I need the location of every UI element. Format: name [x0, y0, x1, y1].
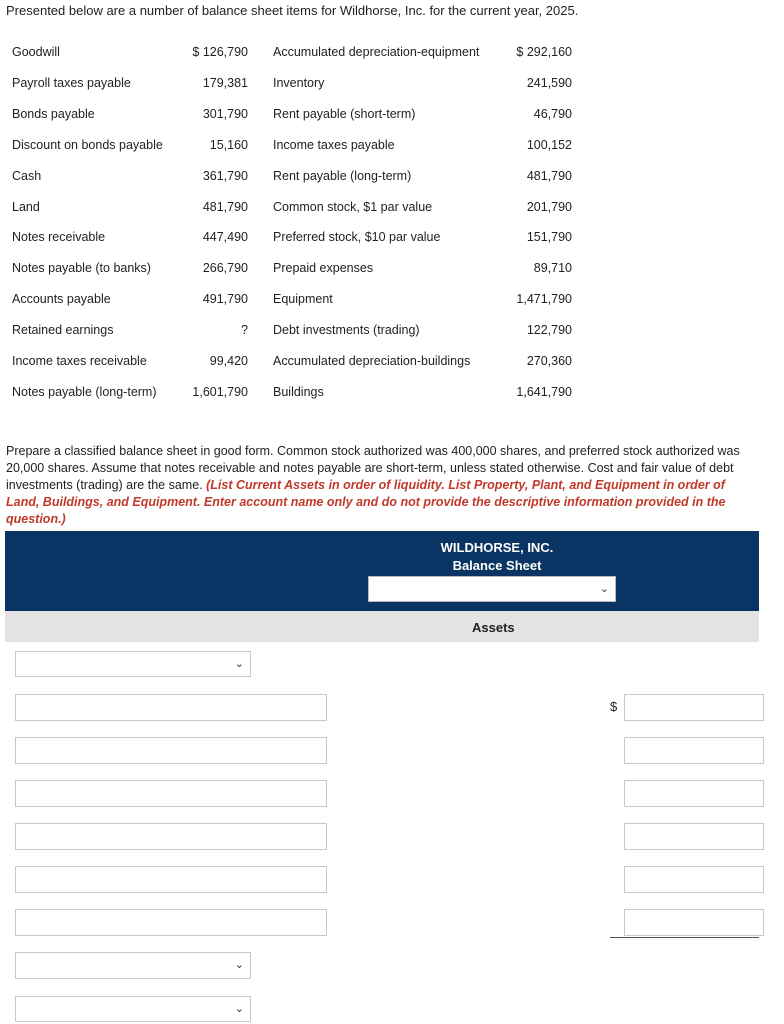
- item-name: Accumulated depreciation-buildings: [273, 354, 471, 368]
- item-amount: 481,790: [526, 169, 572, 183]
- item-name: Land: [12, 200, 40, 214]
- account-name-input[interactable]: [15, 737, 327, 764]
- amount-input[interactable]: [624, 780, 764, 807]
- item-amount: 1,641,790: [516, 385, 572, 399]
- company-name: WILDHORSE, INC.: [440, 540, 554, 555]
- item-amount: $ 126,790: [192, 45, 248, 59]
- currency-symbol: $: [610, 699, 618, 714]
- item-amount: 151,790: [526, 230, 572, 244]
- item-name: Notes payable (long-term): [12, 385, 157, 399]
- item-name: Common stock, $1 par value: [273, 200, 433, 214]
- item-name: Cash: [12, 169, 42, 183]
- item-amount: 301,790: [202, 107, 248, 121]
- item-name: Debt investments (trading): [273, 323, 420, 337]
- item-amount: ?: [241, 323, 248, 337]
- instructions-note: (List Current Assets in order of liquidity. List Property, Plant, and Equipment in order of Land, Buildings, and Equipment. Enter account name only and do not provide the descriptive information provided in the question.): [6, 478, 726, 526]
- account-name-input[interactable]: [15, 909, 327, 936]
- item-name: Income taxes receivable: [12, 354, 147, 368]
- instructions: [6, 443, 746, 528]
- item-name: Bonds payable: [12, 107, 95, 121]
- section-select[interactable]: [15, 952, 251, 979]
- total-underline: [610, 937, 759, 938]
- amount-input[interactable]: [624, 909, 764, 936]
- item-name: Goodwill: [12, 45, 60, 59]
- item-name: Income taxes payable: [273, 138, 395, 152]
- item-amount: 179,381: [202, 76, 248, 90]
- chevron-down-icon: ⌄: [234, 1002, 244, 1015]
- account-name-input[interactable]: [15, 780, 327, 807]
- instructions-text: Prepare a classified balance sheet in good form. Common stock authorized was 400,000 shares, and preferred stock authorized was 20,000 shares. Assume that notes receivable and notes payable are short-term, unless stated otherwise. Cost and fair value of debt investments (trading) are the same.: [6, 444, 740, 492]
- assets-section-header: [5, 611, 759, 642]
- item-amount: 1,471,790: [516, 292, 572, 306]
- section-select[interactable]: [15, 996, 251, 1022]
- item-name: Buildings: [273, 385, 324, 399]
- account-name-input[interactable]: [15, 866, 327, 893]
- item-amount: 122,790: [526, 323, 572, 337]
- date-select[interactable]: [368, 576, 616, 602]
- item-amount: $ 292,160: [516, 45, 572, 59]
- item-name: Preferred stock, $10 par value: [273, 230, 441, 244]
- account-name-input[interactable]: [15, 694, 327, 721]
- item-name: Retained earnings: [12, 323, 114, 337]
- item-amount: 361,790: [202, 169, 248, 183]
- amount-input[interactable]: [624, 823, 764, 850]
- intro-text: Presented below are a number of balance sheet items for Wildhorse, Inc. for the current year, 2025.: [6, 3, 579, 18]
- item-amount: 89,710: [533, 261, 572, 275]
- item-name: Accounts payable: [12, 292, 111, 306]
- chevron-down-icon: ⌄: [234, 657, 244, 670]
- item-amount: 100,152: [526, 138, 572, 152]
- assets-label: Assets: [472, 620, 515, 635]
- chevron-down-icon: ⌄: [234, 958, 244, 971]
- amount-input[interactable]: [624, 694, 764, 721]
- item-amount: 99,420: [209, 354, 248, 368]
- account-name-input[interactable]: [15, 823, 327, 850]
- balance-items-list: [0, 0, 784, 410]
- item-amount: 15,160: [209, 138, 248, 152]
- item-name: Equipment: [273, 292, 333, 306]
- item-amount: 491,790: [202, 292, 248, 306]
- amount-input[interactable]: [624, 737, 764, 764]
- amount-input[interactable]: [624, 866, 764, 893]
- item-name: Inventory: [273, 76, 325, 90]
- item-name: Notes receivable: [12, 230, 106, 244]
- item-name: Rent payable (long-term): [273, 169, 412, 183]
- item-name: Accumulated depreciation-equipment: [273, 45, 480, 59]
- item-amount: 447,490: [202, 230, 248, 244]
- item-name: Notes payable (to banks): [12, 261, 151, 275]
- section-select[interactable]: [15, 651, 251, 677]
- balance-sheet-header: [5, 531, 759, 611]
- item-name: Prepaid expenses: [273, 261, 374, 275]
- item-amount: 241,590: [526, 76, 572, 90]
- item-amount: 46,790: [533, 107, 572, 121]
- chevron-down-icon: ⌄: [599, 582, 609, 595]
- item-name: Payroll taxes payable: [12, 76, 131, 90]
- item-name: Rent payable (short-term): [273, 107, 416, 121]
- item-amount: 270,360: [526, 354, 572, 368]
- sheet-title: Balance Sheet: [452, 558, 542, 573]
- item-amount: 481,790: [202, 200, 248, 214]
- item-name: Discount on bonds payable: [12, 138, 163, 152]
- item-amount: 1,601,790: [192, 385, 248, 399]
- item-amount: 266,790: [202, 261, 248, 275]
- item-amount: 201,790: [526, 200, 572, 214]
